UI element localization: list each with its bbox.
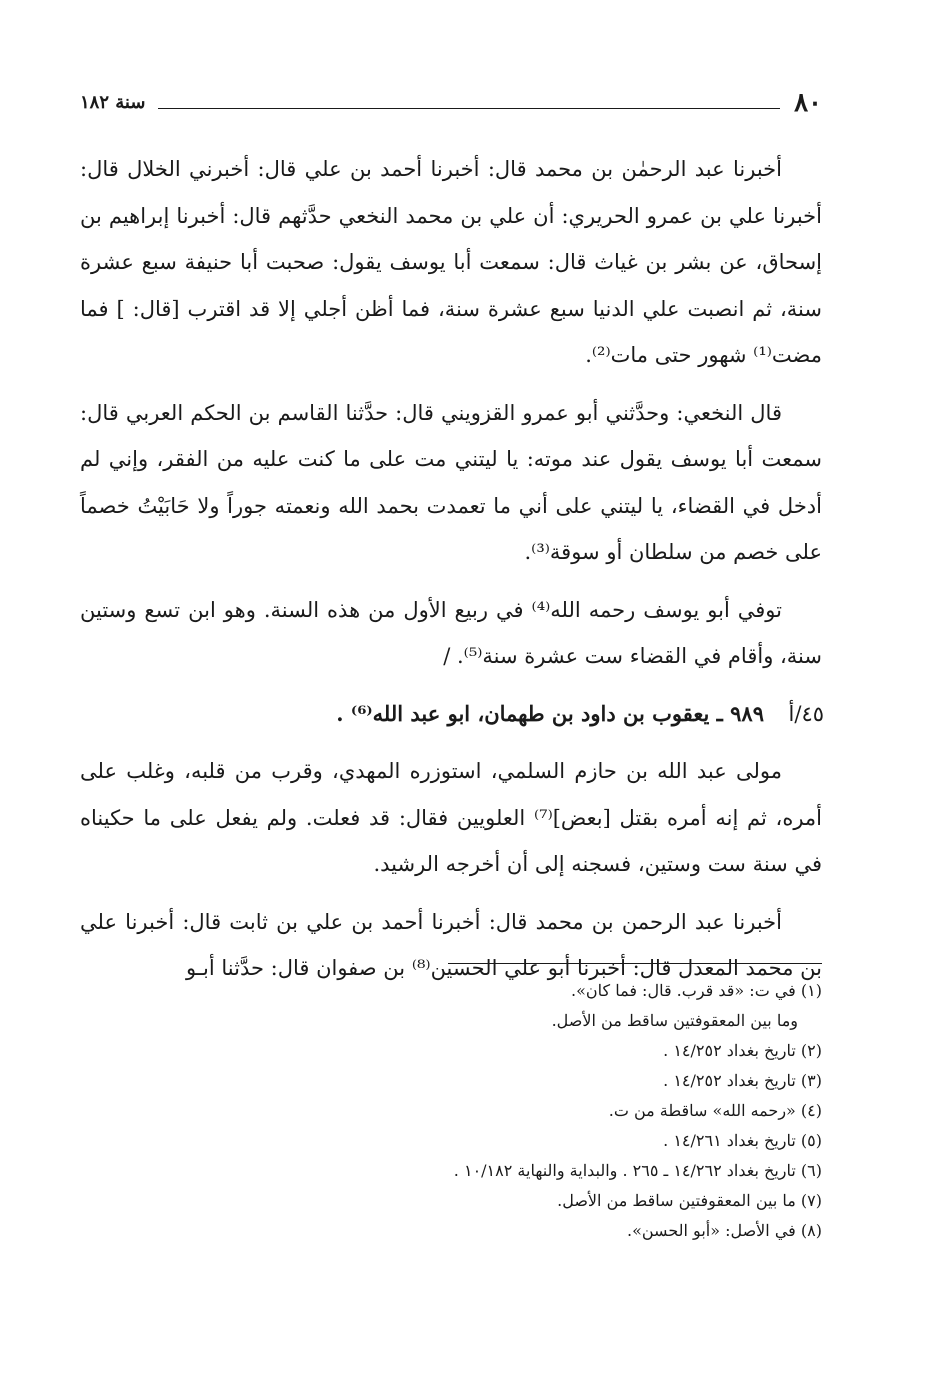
paragraph: مولى عبد الله بن حازم السلمي، استوزره المهدي، وقرب من قلبه، وغلب على أمره، ثم إنه أمره بقتل [بعض]⁽⁷⁾ العلويين فقال: قد فعلت. ولم يفعل على ما حكيناه في سنة ست وستين، فسجنه إلى أن أخرجه الرشيد.	[80, 759, 822, 876]
footnote: (٤) «رحمه الله» ساقطة من ت.	[608, 1101, 822, 1120]
footnote: (٢) تاريخ بغداد ١٤/٢٥٢ .	[663, 1041, 822, 1060]
biography-entry-heading	[80, 691, 822, 738]
footnote: وما بين المعقوفتين ساقط من الأصل.	[551, 1011, 798, 1030]
footnotes	[80, 976, 822, 1246]
footnote: (٨) في الأصل: «أبو الحسن».	[626, 1221, 822, 1240]
footnote: (١) في ت: «قد قرب. قال: فما كان».	[570, 981, 822, 1000]
header-rule	[158, 108, 780, 109]
page-header	[80, 88, 822, 124]
footnote: (٣) تاريخ بغداد ١٤/٢٥٢ .	[663, 1071, 822, 1090]
paragraph: أخبرنا عبد الرحمٰن بن محمد قال: أخبرنا أحمد بن علي قال: أخبرني الخلال قال: أخبرنا علي بن عمرو الحريري: أن علي بن محمد النخعي حدَّثهم قال: أخبرنا إبراهيم بن إسحاق، عن بشر بن غياث قال: سمعت أبا يوسف يقول: صحبت أبا حنيفة سبع عشرة سنة، ثم انصبت علي الدنيا سبع عشرة سنة، فما أظن أجلي إلا قد اقترب [قال: ] فما مضت⁽¹⁾ شهور حتى مات⁽²⁾.	[80, 157, 822, 367]
footnote: (٧) ما بين المعقوفتين ساقط من الأصل.	[557, 1191, 822, 1210]
main-text	[80, 146, 822, 1003]
running-title: سنة ١٨٢	[80, 92, 146, 113]
footnote-rule	[448, 963, 822, 964]
paragraph: قال النخعي: وحدَّثني أبو عمرو القزويني قال: حدَّثنا القاسم بن الحكم العربي قال: سمعت أبا يوسف يقول عند موته: يا ليتني مت على ما كنت عليه من الفقر، وإني لم أدخل في القضاء، يا ليتني على أني ما تعمدت بحمد الله ونعمته جوراً ولا حَابَيْتُ خصماً على خصم من سلطان أو سوقة⁽³⁾.	[80, 400, 822, 564]
paragraph: توفي أبو يوسف رحمه الله⁽⁴⁾ في ربيع الأول من هذه السنة. وهو ابن تسع وستين سنة، وأقام في القضاء ست عشرة سنة⁽⁵⁾. /	[80, 597, 822, 668]
entry-title: ٩٨٩ ـ يعقوب بن داود بن طهمان، ابو عبد الله⁽⁶⁾ .	[336, 700, 764, 726]
paragraph: أخبرنا عبد الرحمن بن محمد قال: أخبرنا أحمد بن علي بن ثابت قال: أخبرنا علي بن محمد المعدل قال: أخبرنا أبو علي الحسين⁽⁸⁾ بن صفوان قال: حدَّثنا أبـو	[80, 909, 822, 980]
page-number: ٨٠	[794, 88, 822, 118]
footnote: (٥) تاريخ بغداد ١٤/٢٦١ .	[663, 1131, 822, 1150]
footnote: (٦) تاريخ بغداد ١٤/٢٦٢ ـ ٢٦٥ . والبداية والنهاية ١٠/١٨٢ .	[453, 1161, 822, 1180]
folio-reference: ٤٥/أ	[788, 701, 824, 726]
